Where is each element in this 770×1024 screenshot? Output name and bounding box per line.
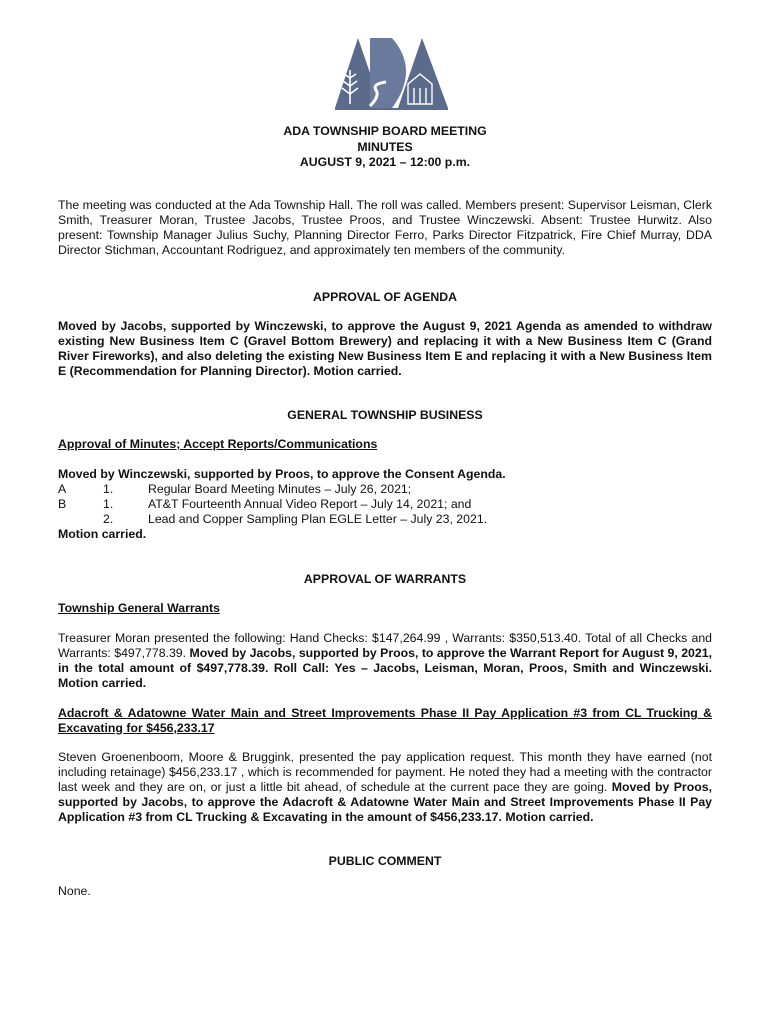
pay-application-paragraph: [58, 750, 712, 825]
intro-paragraph: The meeting was conducted at the Ada Township Hall. The roll was called. Members present: Supervisor Leisman, Clerk Smith, Treasurer Moran, Trustee Jacobs, Trustee Proos, and Trustee Winczewski. Absent: Trustee Hurwitz. Also present: Township Manager Julius Suchy, Planning Director Ferro, Parks Director Fitzpatrick, Fire Chief Murray, DDA Director Stichman, Accountant Rodriguez, and approximately ten members of the community.: [58, 198, 712, 257]
item-number: 1.: [103, 497, 114, 511]
consent-item: [58, 482, 712, 497]
item-number: 2.: [103, 512, 114, 526]
consent-carried: Motion carried.: [58, 527, 147, 541]
public-comment-text: None.: [58, 884, 91, 898]
item-text: Lead and Copper Sampling Plan EGLE Letter – July 23, 2021.: [148, 512, 488, 526]
item-text: Regular Board Meeting Minutes – July 26, 2021;: [148, 482, 412, 496]
consent-items: [58, 482, 712, 527]
item-letter: B: [58, 497, 67, 511]
warrants-text: Treasurer Moran presented the following: Hand Checks: $147,264.99 , Warrants: $350,513.40. Total of all Checks and Warrants: $497,778.39.: [58, 631, 712, 660]
warrants-motion: Moved by Jacobs, supported by Proos, to approve the Warrant Report for August 9, 2021, in the total amount of $497,778.39. Roll Call: Yes – Jacobs, Leisman, Moran, Proos, Smith and Winczewski. Motion carried.: [58, 646, 712, 690]
ada-township-logo: [330, 30, 450, 112]
item-text: AT&T Fourteenth Annual Video Report – July 14, 2021; and: [148, 497, 472, 511]
item-letter: A: [58, 482, 67, 496]
consent-item: [58, 512, 712, 527]
pay-application-motion: Moved by Proos, supported by Jacobs, to approve the Adacroft & Adatowne Water Main and Street Improvements Phase II Pay Application #3 from CL Trucking & Excavating in the amount of $456,233.17. Motion carried.: [58, 780, 712, 824]
minutes-label: MINUTES: [357, 140, 413, 154]
meeting-title: ADA TOWNSHIP BOARD MEETING: [283, 124, 487, 138]
meeting-date: AUGUST 9, 2021 – 12:00 p.m.: [299, 155, 471, 169]
pay-application-text: Steven Groenenboom, Moore & Bruggink, presented the pay application request. This month they have earned (not including retainage) $456,233.17 , which is recommended for payment. He noted they had a meeting with the contractor last week and they are on, or just a little bit ahead, of schedule at the current pace they are going.: [58, 750, 712, 794]
agenda-heading: APPROVAL OF AGENDA: [313, 290, 457, 304]
public-comment-heading: PUBLIC COMMENT: [328, 854, 442, 868]
consent-item: [58, 497, 712, 512]
consent-motion: Moved by Winczewski, supported by Proos, to approve the Consent Agenda.: [58, 467, 506, 481]
general-heading: GENERAL TOWNSHIP BUSINESS: [287, 408, 483, 422]
item-letter: [58, 512, 103, 527]
consent-subheading: Approval of Minutes; Accept Reports/Communications: [58, 437, 378, 451]
agenda-motion: Moved by Jacobs, supported by Winczewski, to approve the August 9, 2021 Agenda as amended to withdraw existing New Business Item C (Gravel Bottom Brewery) and replacing it with a New Business Item C (Grand River Fireworks), and also deleting the existing New Business Item E and replacing it with a New Business Item E (Recommendation for Planning Director). Motion carried.: [58, 319, 712, 378]
warrants-heading: APPROVAL OF WARRANTS: [303, 572, 467, 586]
warrants-paragraph: [58, 631, 712, 691]
item-number: 1.: [103, 482, 114, 496]
warrants-subheading: Township General Warrants: [58, 601, 220, 615]
pay-application-heading: Adacroft & Adatowne Water Main and Street Improvements Phase II Pay Application #3 from CL Trucking & Excavating for $456,233.17: [58, 706, 712, 735]
